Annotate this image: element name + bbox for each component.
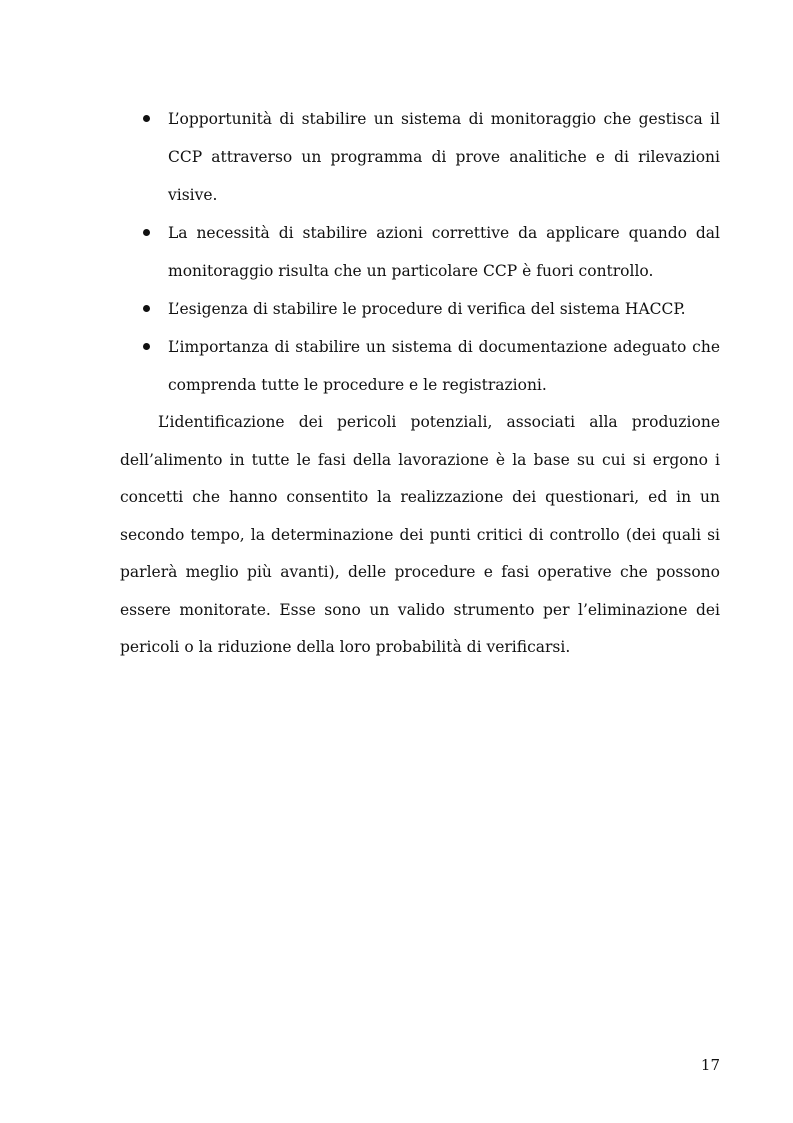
bullet-item — [120, 100, 720, 214]
bullet-text: L’importanza di stabilire un sistema di documentazione adeguato che comprenda tutte le procedure e le registrazioni. — [168, 338, 720, 394]
bullet-item — [120, 328, 720, 404]
bullet-icon — [143, 115, 150, 122]
bullet-icon — [143, 305, 150, 312]
bullet-text: La necessità di stabilire azioni correttive da applicare quando dal monitoraggio risulta che un particolare CCP è fuori controllo. — [168, 224, 720, 280]
bullet-icon — [143, 343, 150, 350]
bullet-icon — [143, 229, 150, 236]
bullet-text: L’opportunità di stabilire un sistema di monitoraggio che gestisca il CCP attraverso un programma di prove analitiche e di rilevazioni visive. — [168, 110, 720, 204]
bullet-item — [120, 214, 720, 290]
bullet-list — [120, 100, 720, 404]
bullet-text: L’esigenza di stabilire le procedure di verifica del sistema HACCP. — [168, 300, 686, 318]
page-number: 17 — [700, 1056, 720, 1074]
bullet-item — [120, 290, 720, 328]
body-paragraph: L’identificazione dei pericoli potenziali, associati alla produzione dell’alimento in tutte le fasi della lavorazione è la base su cui si ergono i concetti che hanno consentito la realizzazione dei questionari, ed in un secondo tempo, la determinazione dei punti critici di controllo (dei quali si parlerà meglio più avanti), delle procedure e fasi operative che possono essere monitorate. Esse sono un valido strumento per l’eliminazione dei pericoli o la riduzione della loro probabilità di verificarsi. — [120, 413, 720, 656]
